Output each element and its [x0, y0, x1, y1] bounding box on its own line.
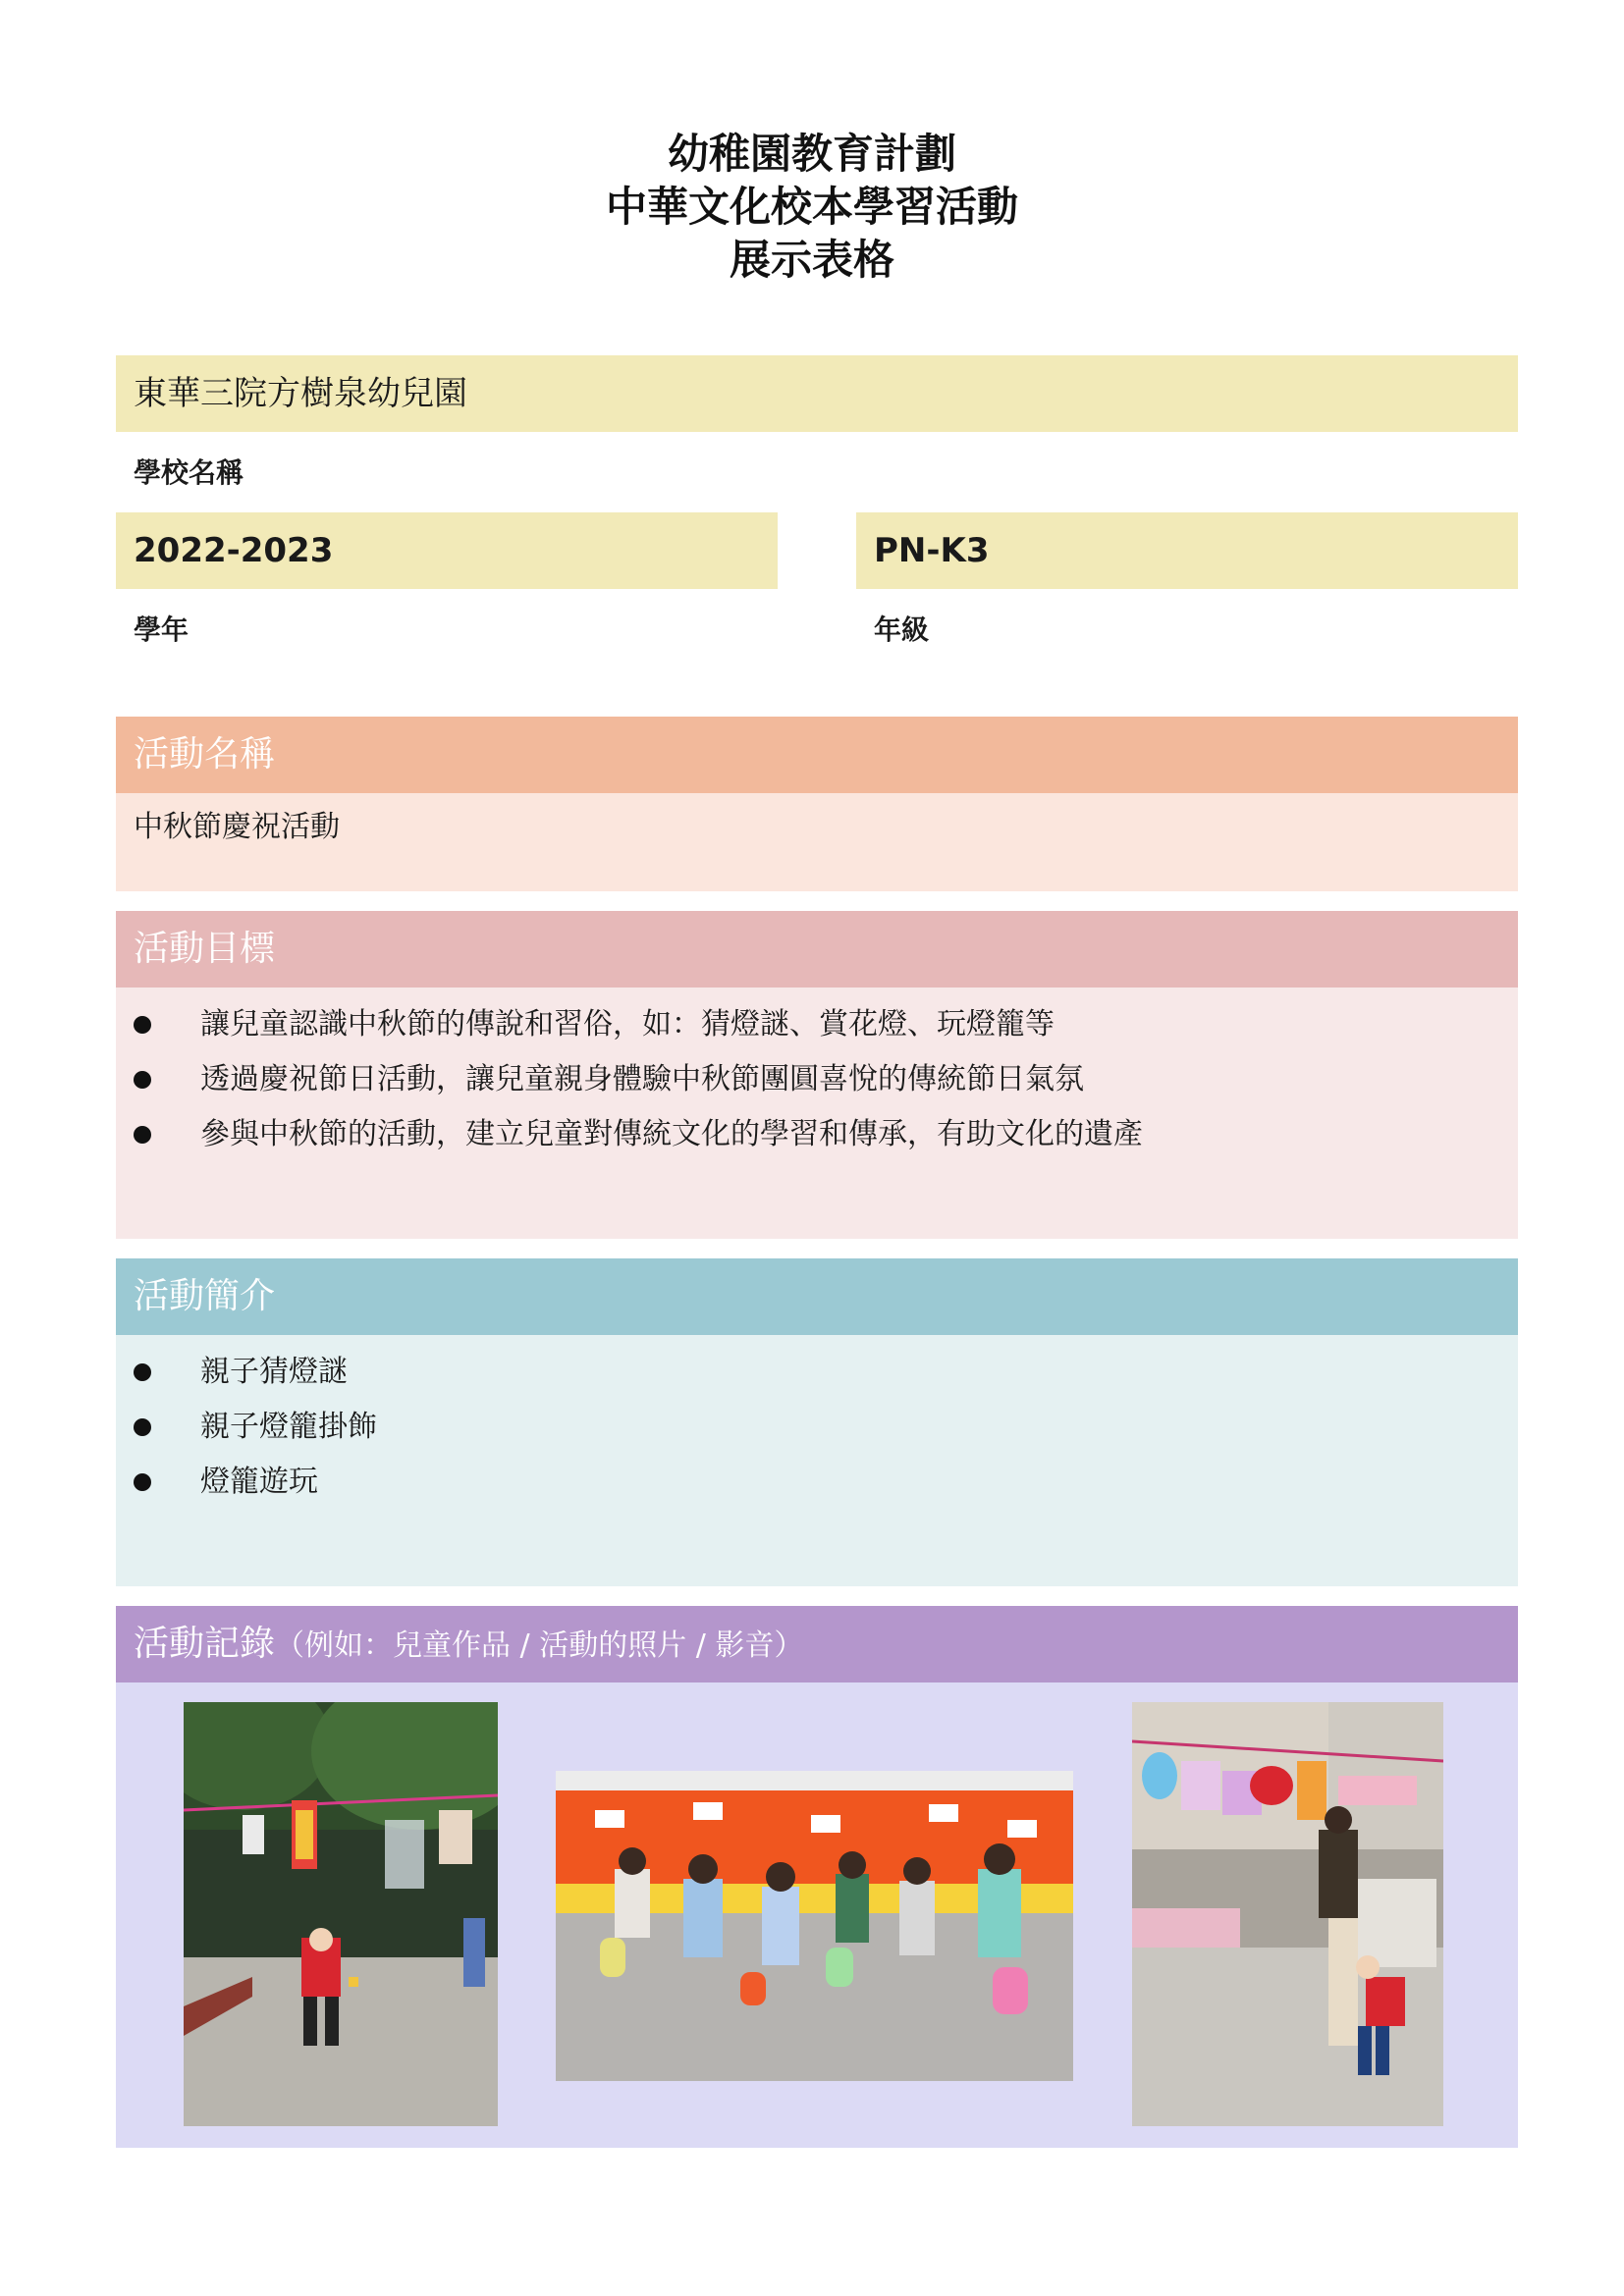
school-name-caption: 學校名稱: [134, 456, 244, 489]
bullet-icon: [134, 1071, 151, 1089]
school-name-value: 東華三院方樹泉幼兒園: [134, 374, 467, 413]
activity-name-header: [116, 717, 1518, 793]
school-year-field: [116, 512, 778, 589]
title-line-1: 幼稚園教育計劃: [667, 130, 956, 178]
bullet-icon: [134, 1016, 151, 1034]
objectives-body: [116, 988, 1518, 1239]
list-item: 親子猜燈謎: [134, 1345, 377, 1400]
photo-garden-lanterns: [184, 1702, 498, 2126]
photo-entrance-lanterns-image: [1132, 1702, 1443, 2126]
school-year-value: 2022-2023: [134, 531, 334, 570]
objectives-heading: 活動目標: [134, 929, 276, 969]
bullet-icon: [134, 1473, 151, 1491]
school-year-caption: 學年: [134, 614, 189, 646]
list-item: 燈籠遊玩: [134, 1455, 377, 1510]
objectives-list: [134, 997, 1143, 1162]
summary-header: [116, 1258, 1518, 1335]
activity-name-value: 中秋節慶祝活動: [134, 810, 340, 844]
list-item: 讓兒童認識中秋節的傳說和習俗，如：猜燈謎、賞花燈、玩燈籠等: [134, 997, 1143, 1052]
bullet-icon: [134, 1418, 151, 1436]
list-item: 參與中秋節的活動，建立兒童對傳統文化的學習和傳承，有助文化的遺產: [134, 1107, 1143, 1162]
grade-value: PN-K3: [874, 531, 990, 570]
photo-entrance-lanterns: [1132, 1702, 1443, 2126]
title-line-2: 中華文化校本學習活動: [605, 183, 1018, 231]
bullet-icon: [134, 1363, 151, 1381]
activity-name-heading: 活動名稱: [134, 734, 276, 774]
records-heading: 活動記錄: [134, 1624, 276, 1664]
bullet-icon: [134, 1126, 151, 1144]
grade-field: [856, 512, 1518, 589]
summary-list: [134, 1345, 377, 1510]
summary-body: [116, 1335, 1518, 1586]
records-note: （例如：兒童作品 / 活動的照片 / 影音）: [275, 1629, 804, 1663]
school-name-field: [116, 355, 1518, 432]
records-header: [116, 1606, 1518, 1682]
objectives-header: [116, 911, 1518, 988]
grade-caption: 年級: [874, 614, 930, 646]
list-item: 親子燈籠掛飾: [134, 1400, 377, 1455]
photo-garden-lanterns-image: [184, 1702, 498, 2126]
page-title: [0, 128, 1624, 287]
list-item: 透過慶祝節日活動，讓兒童親身體驗中秋節團圓喜悅的傳統節日氣氛: [134, 1052, 1143, 1107]
title-line-3: 展示表格: [729, 236, 894, 284]
summary-heading: 活動簡介: [134, 1276, 276, 1316]
activity-name-body: [116, 793, 1518, 891]
photo-classroom-lanterns: [556, 1771, 1073, 2081]
photo-classroom-lanterns-image: [556, 1771, 1073, 2081]
